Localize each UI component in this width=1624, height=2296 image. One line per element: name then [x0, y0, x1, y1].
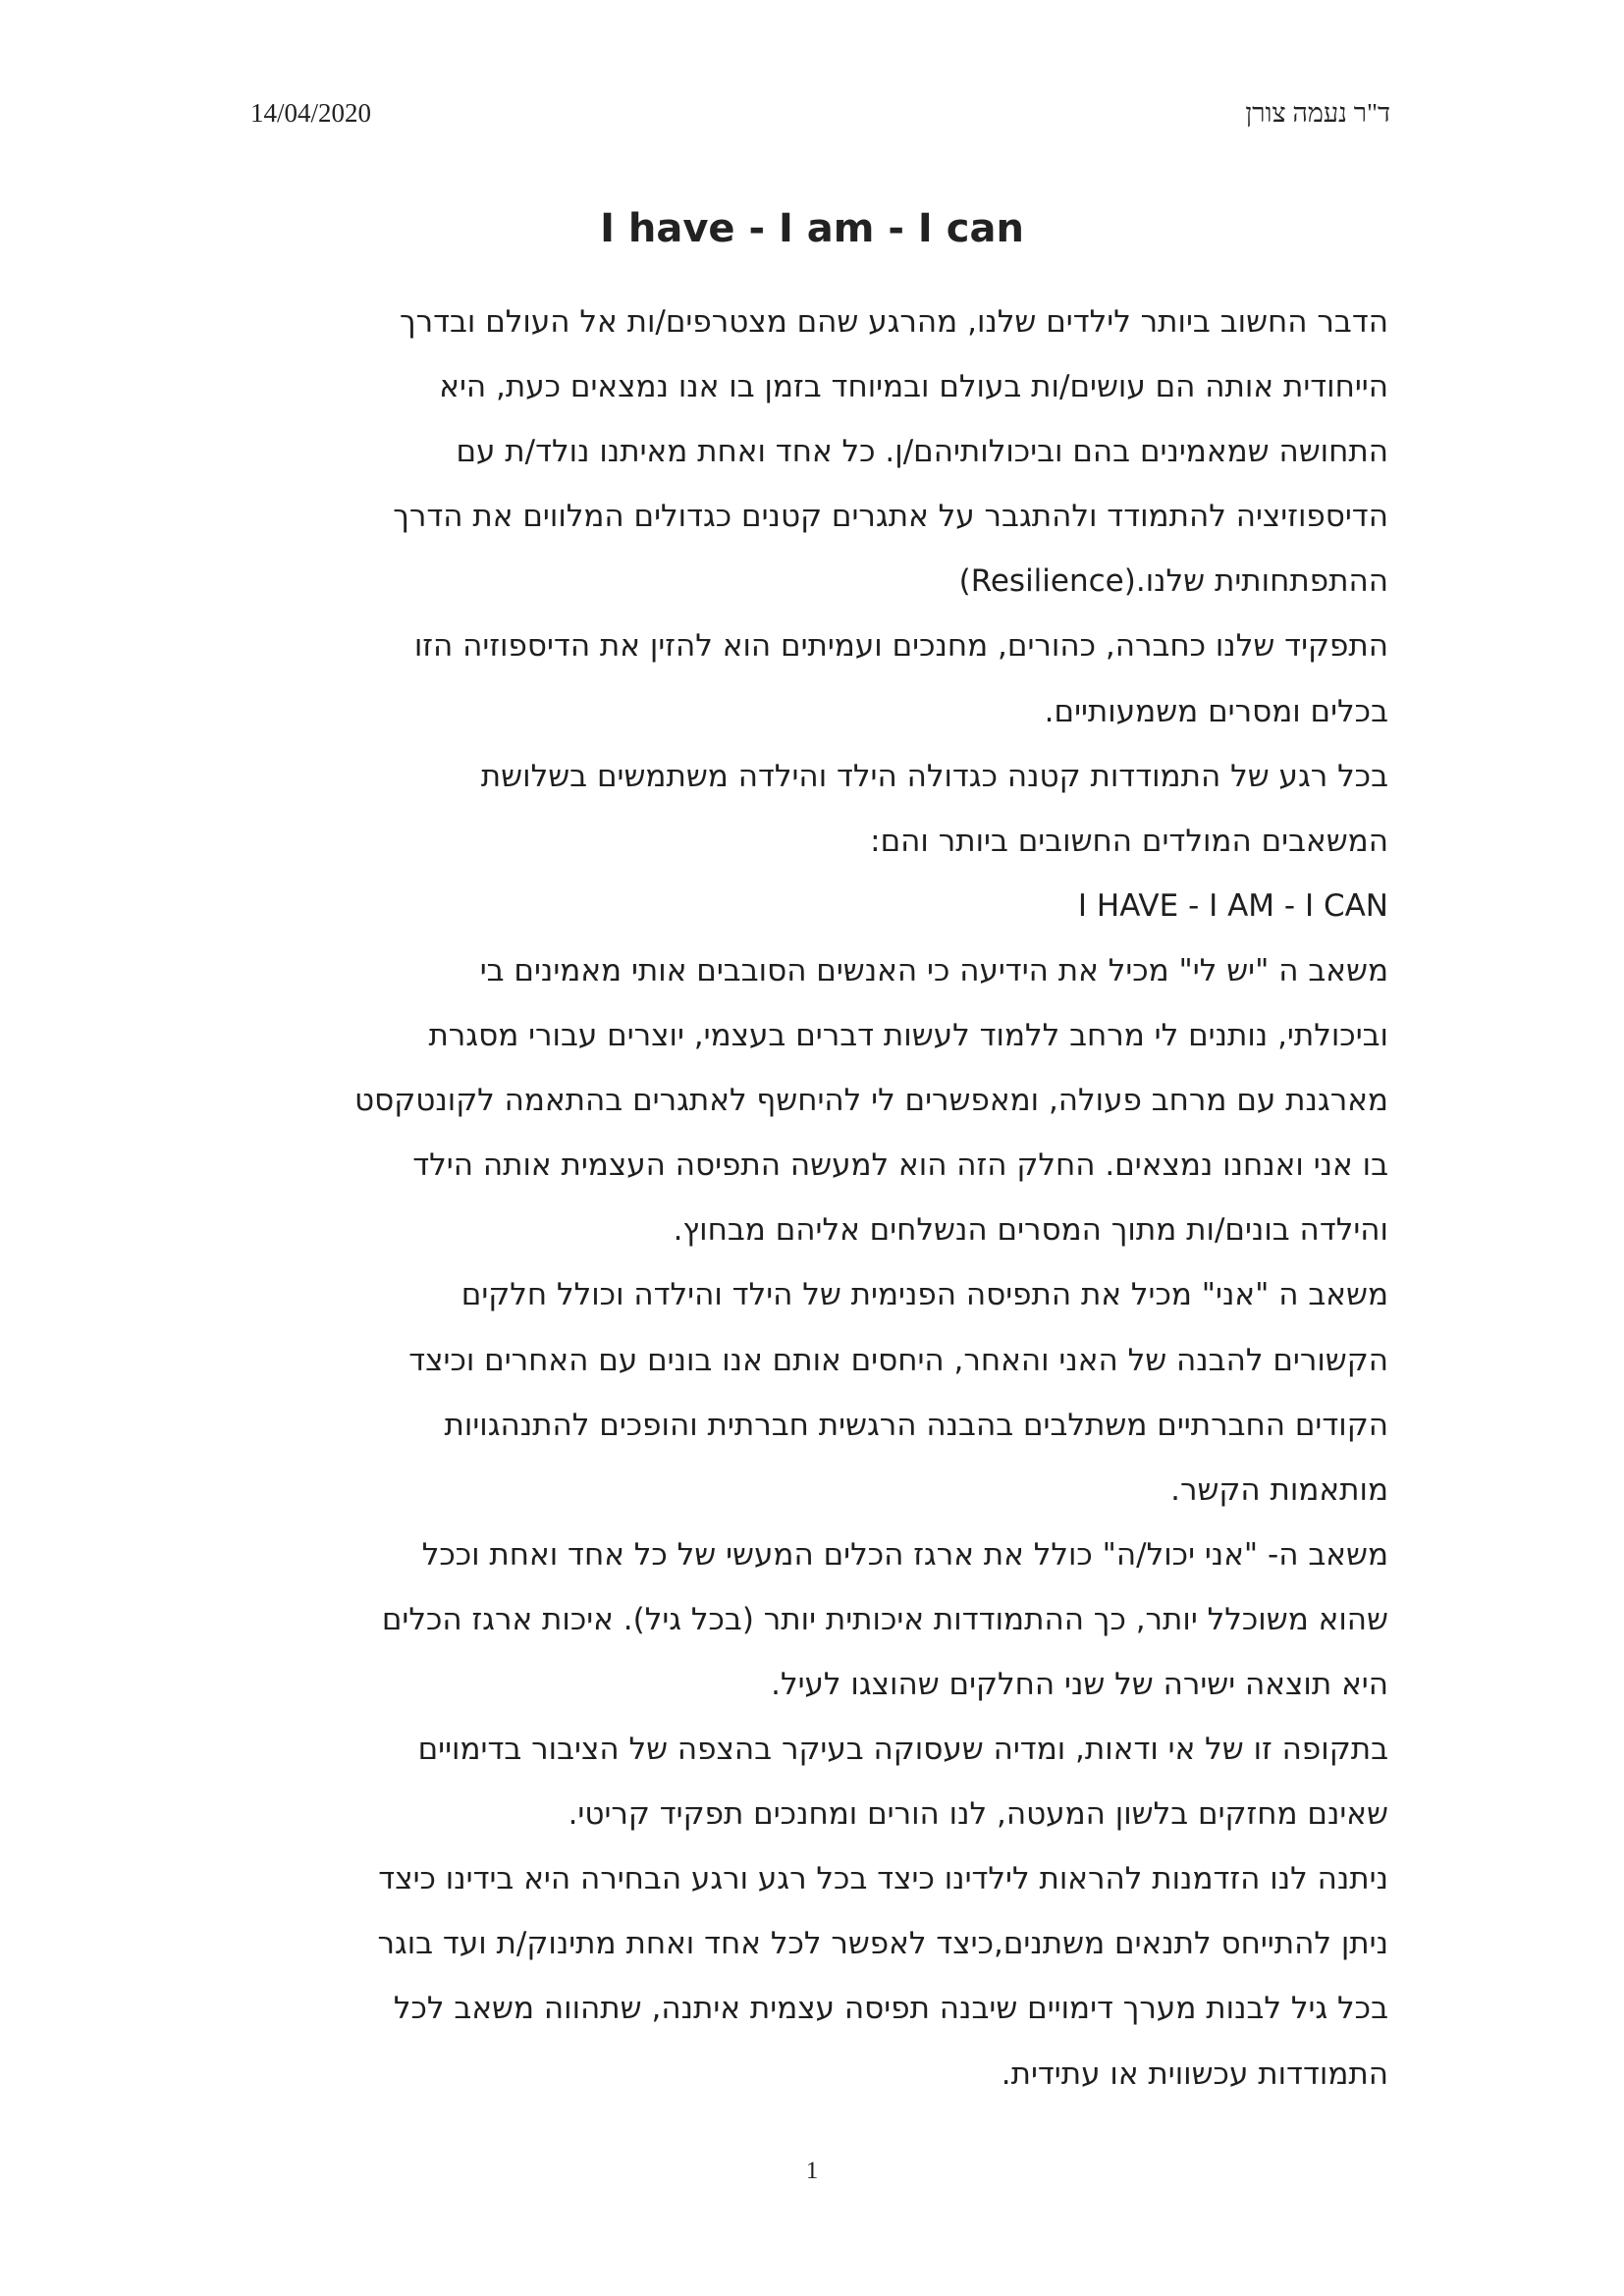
text-line: מותאמות הקשר. — [1170, 1471, 1388, 1508]
page-number: 1 — [805, 2158, 819, 2184]
body-text — [190, 290, 1388, 2107]
text-line: והילדה בונים/ות מתוך המסרים הנשלחים אליהם מבחוץ. — [673, 1212, 1388, 1249]
text-line: הקשורים להבנה של האני והאחר, היחסים אותם אנו בונים עם האחרים וכיצד — [408, 1342, 1388, 1378]
text-line: משאב ה "יש לי" מכיל את הידיעה כי האנשים הסובבים אותי מאמינים בי — [479, 952, 1388, 988]
document-title: I have - I am - I can — [600, 206, 1024, 251]
text-line: שאינם מחזקים בלשון המעטה, לנו הורים ומחנכים תפקיד קריטי. — [568, 1796, 1388, 1833]
text-line: בתקופה זו של אי ודאות, ומדיה שעסוקה בעיקר בהצפה של הציבור בדימויים — [417, 1732, 1388, 1768]
text-line: הדבר החשוב ביותר לילדים שלנו, מהרגע שהם מצטרפים/ות אל העולם ובדרך — [399, 304, 1388, 340]
text-line: הדיספוזיציה להתמודד ולהתגבר על אתגרים קטנים כגדולים המלווים את הדרך — [393, 499, 1388, 535]
text-line: וביכולתי, נותנים לי מרחב ללמוד לעשות דברים בעצמי, יוצרים עבורי מסגרת — [428, 1018, 1388, 1054]
text-line: משאב ה "אני" מכיל את התפיסה הפנימית של הילד והילדה וכולל חלקים — [460, 1277, 1388, 1313]
text-line: ניתן להתייחס לתנאים משתנים,כיצד לאפשר לכל אחד ואחת מתינוק/ת ועד בוגר — [377, 1926, 1388, 1962]
text-line: הקודים החברתיים משתלבים בהבנה הרגשית חברתית והופכים להתנהגויות — [444, 1407, 1388, 1443]
text-line: היא תוצאה ישירה של שני החלקים שהוצגו לעיל. — [771, 1666, 1388, 1702]
text-line: מארגנת עם מרחב פעולה, ומאפשרים לי להיחשף לאתגרים בהתאמה לקונטקסט — [354, 1083, 1388, 1119]
text-line: בכל רגע של התמודדות קטנה כגדולה הילד והילדה משתמשים בשלושת — [480, 758, 1388, 794]
text-line: בכל גיל לבנות מערך דימויים שיבנה תפיסה עצמית איתנה, שתהווה משאב לכל — [393, 1991, 1388, 2027]
text-line: בכלים ומסרים משמעותיים. — [1044, 693, 1388, 729]
text-line: הייחודית אותה הם עושים/ות בעולם ובמיוחד בזמן בו אנו נמצאים כעת, היא — [439, 369, 1388, 405]
text-line: ההתפתחותית שלנו.(Resilience) — [958, 563, 1388, 600]
text-line: המשאבים המולדים החשובים ביותר והם: — [870, 823, 1388, 859]
header-author: ד"ר נעמה צורן — [1245, 98, 1390, 128]
text-line: התמודדות עכשווית או עתידית. — [1001, 2056, 1388, 2092]
text-line: התחושה שמאמינים בהם וביכולותיהם/ן. כל אחד ואחת מאיתנו נולד/ת עם — [456, 434, 1388, 470]
text-line: התפקיד שלנו כחברה, כהורים, מחנכים ועמיתים הוא להזין את הדיספוזיה הזו — [413, 628, 1388, 665]
resources-heading-line: I HAVE - I AM - I CAN — [1077, 887, 1388, 924]
text-line: ניתנה לנו הזדמנות להראות לילדינו כיצד בכל רגע ורגע הבחירה היא בידינו כיצד — [378, 1861, 1388, 1897]
header-date: 14/04/2020 — [250, 98, 372, 128]
text-line: שהוא משוכלל יותר, כך ההתמודדות איכותית יותר (בכל גיל). איכות ארגז הכלים — [381, 1601, 1388, 1637]
text-line: בו אני ואנחנו נמצאים. החלק הזה הוא למעשה התפיסה העצמית אותה הילד — [412, 1148, 1388, 1184]
text-line: משאב ה- "אני יכול/ה" כולל את ארגז הכלים המעשי של כל אחד ואחת וככל — [421, 1536, 1388, 1573]
